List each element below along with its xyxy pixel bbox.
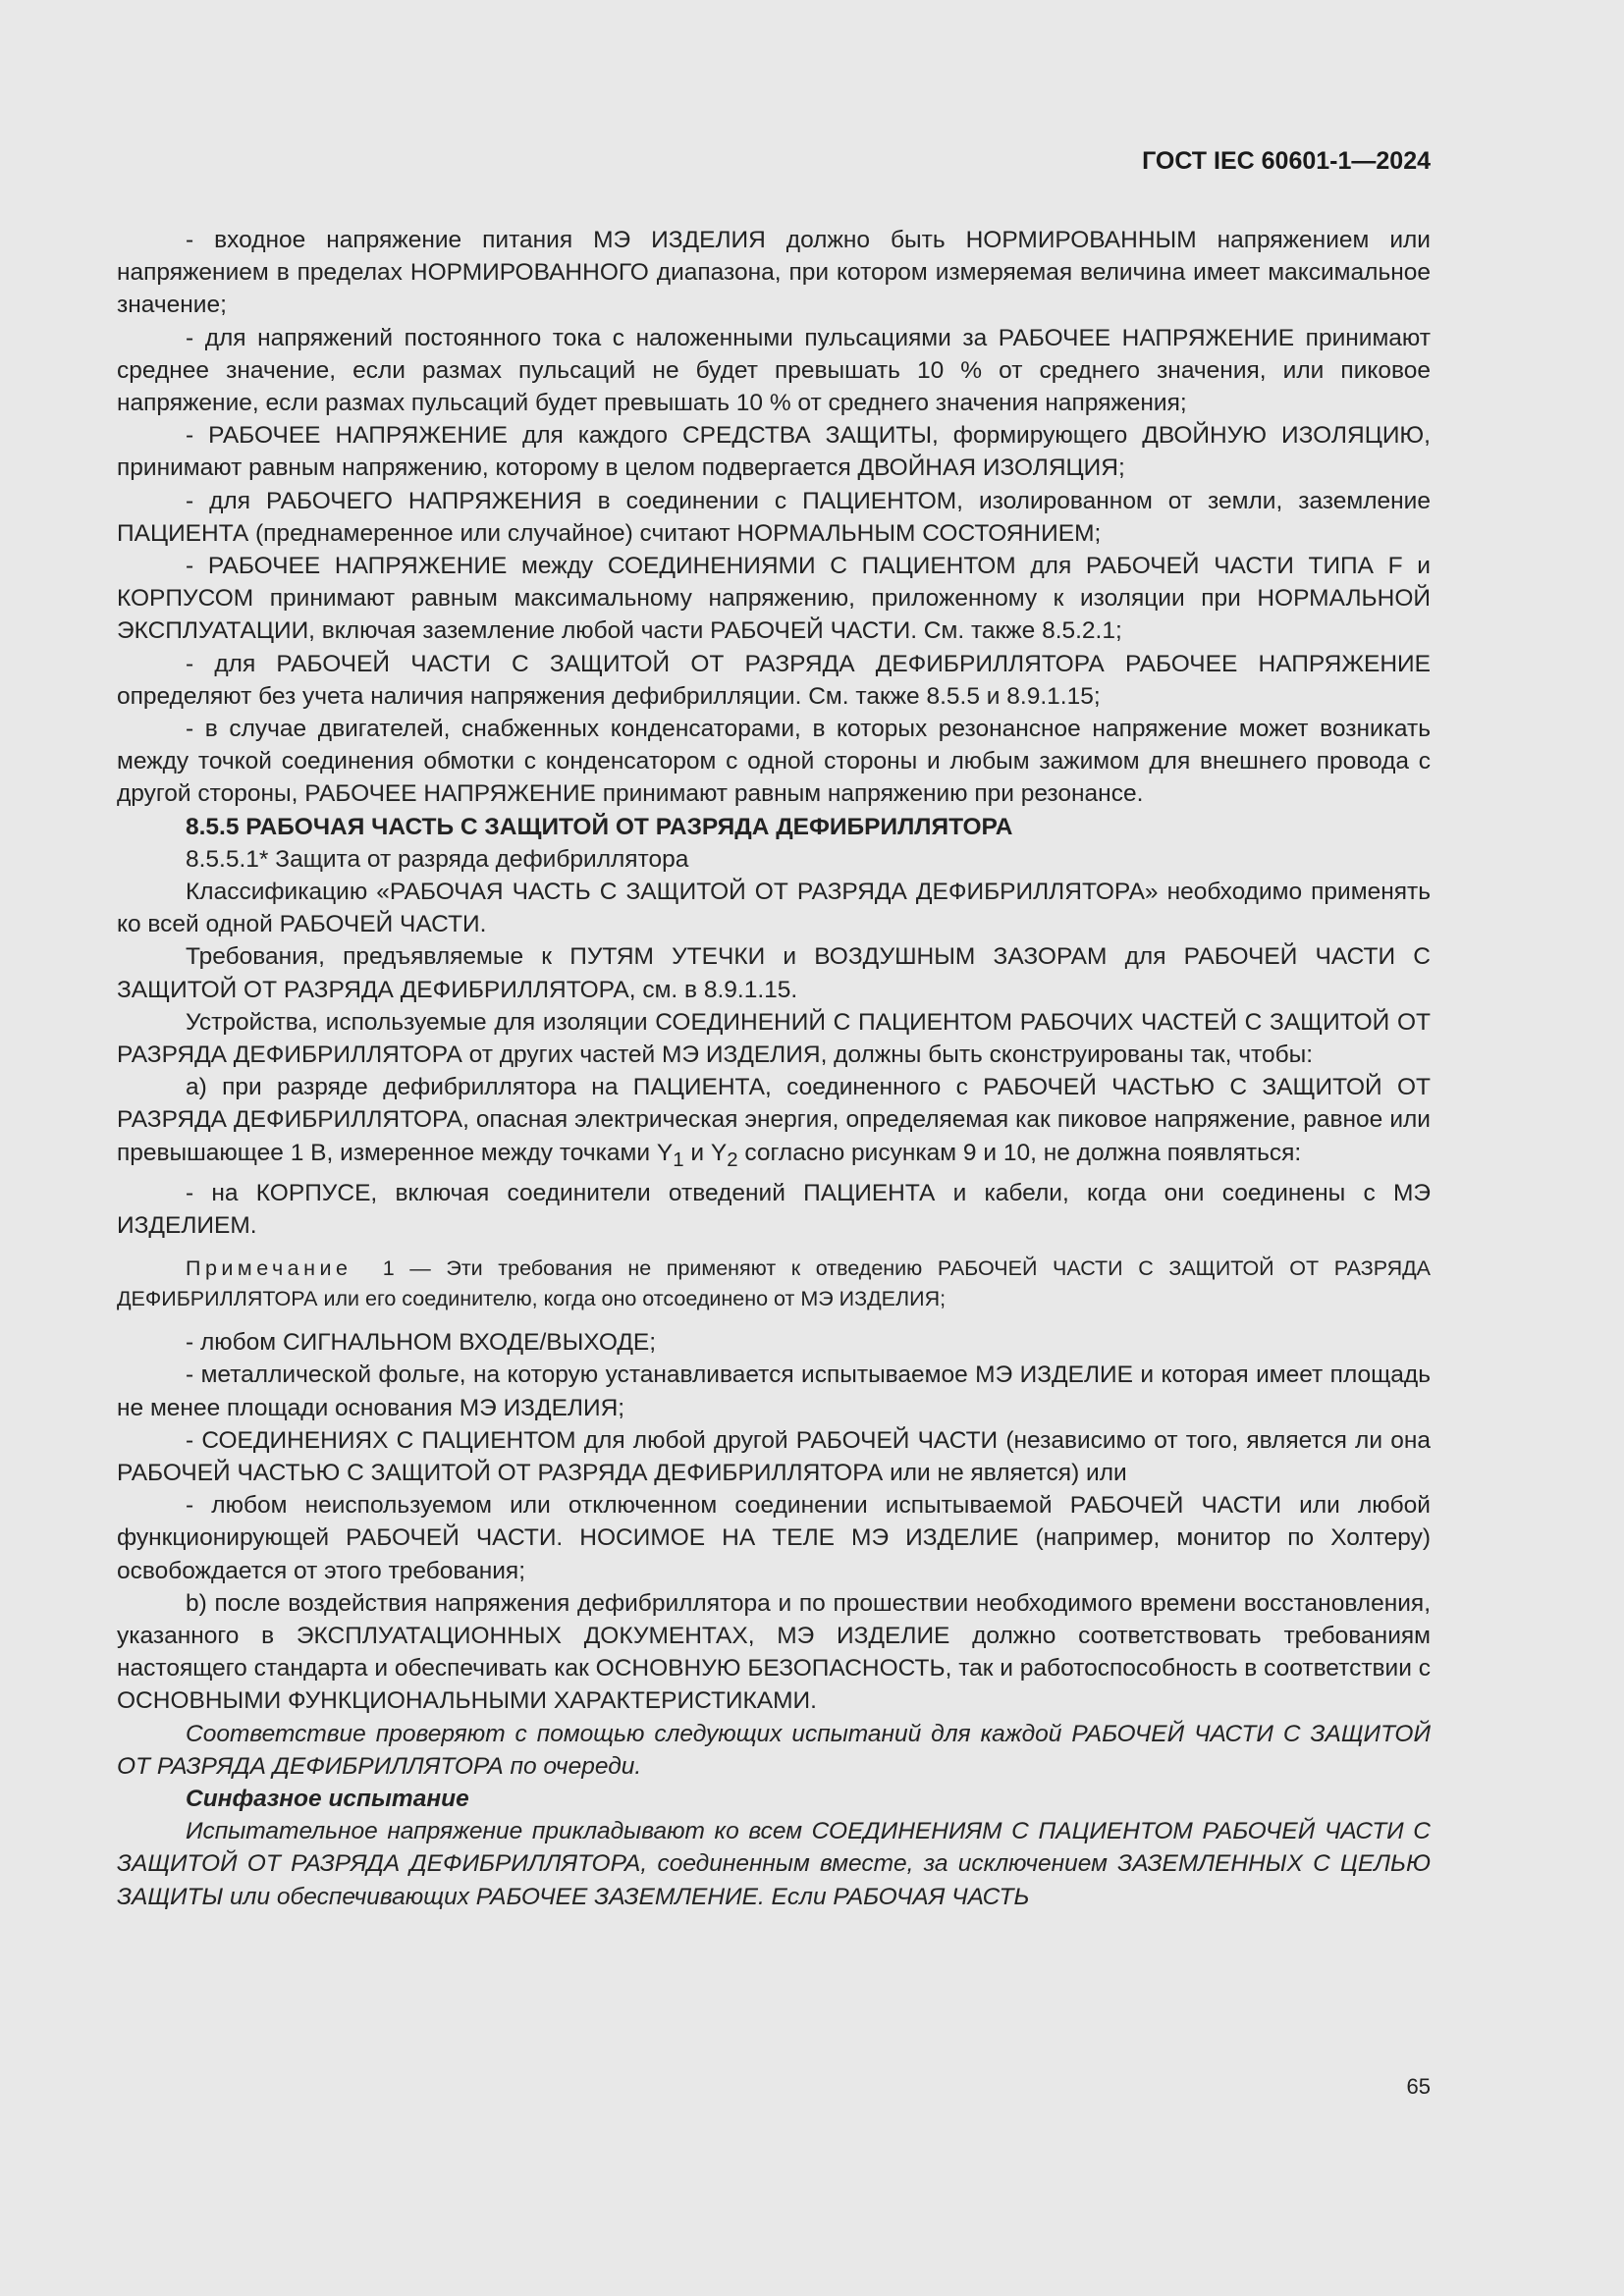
list-item: - металлической фольге, на которую устанавливается испытываемое МЭ ИЗДЕЛИЕ и которая имеет площадь не менее площади основания МЭ ИЗДЕЛИЯ; [117, 1362, 1431, 1421]
paragraph: Устройства, используемые для изоляции СОЕДИНЕНИЙ С ПАЦИЕНТОМ РАБОЧИХ ЧАСТЕЙ С ЗАЩИТОЙ ОТ РАЗРЯДА ДЕФИБРИЛЛЯТОРА от других частей МЭ ИЗДЕЛИЯ, должны быть сконструированы так, чтобы: [117, 1008, 1431, 1069]
paragraph: - входное напряжение питания МЭ ИЗДЕЛИЯ должно быть НОРМИРОВАННЫМ напряжением или напряжением в пределах НОРМИРОВАННОГО диапазона, при котором измеряемая величина имеет максимальное значение; [117, 227, 1431, 319]
paragraph: Требования, предъявляемые к ПУТЯМ УТЕЧКИ и ВОЗДУШНЫМ ЗАЗОРАМ для РАБОЧЕЙ ЧАСТИ С ЗАЩИТОЙ ОТ РАЗРЯДА ДЕФИБРИЛЛЯТОРА, см. в 8.9.1.15. [117, 943, 1431, 1003]
paragraph: - для РАБОЧЕЙ ЧАСТИ С ЗАЩИТОЙ ОТ РАЗРЯДА ДЕФИБРИЛЛЯТОРА РАБОЧЕЕ НАПРЯЖЕНИЕ определяют без учета наличия напряжения дефибрилляции. См. также 8.5.5 и 8.9.1.15; [117, 650, 1431, 710]
note [117, 1254, 1431, 1314]
compliance-text: Соответствие проверяют с помощью следующих испытаний для каждой РАБОЧЕЙ ЧАСТИ С ЗАЩИТОЙ ОТ РАЗРЯДА ДЕФИБРИЛЛЯТОРА по очереди. [117, 1720, 1431, 1780]
item-a-prefix: a) при разряде дефибриллятора на ПАЦИЕНТА, соединенного с РАБОЧЕЙ ЧАСТЬЮ С ЗАЩИТОЙ ОТ РАЗРЯДА ДЕФИБРИЛЛЯТОРА, опасная электрическая энергия, определяемая как пиковое напряжение, равное или превышающее 1 В, измеренное между точками Y [117, 1074, 1431, 1166]
list-item: - любом неиспользуемом или отключенном соединении испытываемой РАБОЧЕЙ ЧАСТИ или любой функционирующей РАБОЧЕЙ ЧАСТИ. НОСИМОЕ НА ТЕЛЕ МЭ ИЗДЕЛИЕ (например, монитор по Холтеру) освобождается от этого требования; [117, 1492, 1431, 1584]
subscript-1: 1 [673, 1148, 684, 1171]
list-item: - любом СИГНАЛЬНОМ ВХОДЕ/ВЫХОДЕ; [186, 1329, 657, 1357]
list-item-b: b) после воздействия напряжения дефибриллятора и по прошествии необходимого времени восстановления, указанного в ЭКСПЛУАТАЦИОННЫХ ДОКУМЕНТАХ, МЭ ИЗДЕЛИЕ должно соответствовать требованиям настоящего стандарта и обеспечивать как ОСНОВНУЮ БЕЗОПАСНОСТЬ, так и работоспособность в соответствии с ОСНОВНЫМИ ФУНКЦИОНАЛЬНЫМИ ХАРАКТЕРИСТИКАМИ. [117, 1589, 1431, 1715]
list-item: - на КОРПУСЕ, включая соединители отведений ПАЦИЕНТА и кабели, когда они соединены с МЭ ИЗДЕЛИЕМ. [117, 1179, 1431, 1239]
document-body [117, 224, 1431, 1913]
paragraph: - в случае двигателей, снабженных конденсаторами, в которых резонансное напряжение может возникать между точкой соединения обмотки с конденсатором с одной стороны и любым зажимом для внешнего провода с другой стороны, РАБОЧЕЕ НАПРЯЖЕНИЕ принимают равным напряжению при резонансе. [117, 716, 1431, 808]
note-label: Примечание [186, 1256, 352, 1281]
list-item-a [117, 1071, 1431, 1177]
list-item: - СОЕДИНЕНИЯХ С ПАЦИЕНТОМ для любой другой РАБОЧЕЙ ЧАСТИ (независимо от того, является ли она РАБОЧЕЙ ЧАСТЬЮ С ЗАЩИТОЙ ОТ РАЗРЯДА ДЕФИБРИЛЛЯТОРА или не является) или [117, 1426, 1431, 1486]
section-heading: 8.5.5 РАБОЧАЯ ЧАСТЬ С ЗАЩИТОЙ ОТ РАЗРЯДА ДЕФИБРИЛЛЯТОРА [186, 813, 1013, 840]
paragraph: - для напряжений постоянного тока с наложенными пульсациями за РАБОЧЕЕ НАПРЯЖЕНИЕ принимают среднее значение, если размах пульсаций не будет превышать 10 % от среднего значения, или пиковое напряжение, если размах пульсаций будет превышать 10 % от среднего значения напряжения; [117, 324, 1431, 417]
note-text: 1 — Эти требования не применяют к отведению РАБОЧЕЙ ЧАСТИ С ЗАЩИТОЙ ОТ РАЗРЯДА ДЕФИБРИЛЛЯТОРА или его соединителю, когда оно отсоединено от МЭ ИЗДЕЛИЯ; [117, 1256, 1431, 1311]
paragraph: Классификацию «РАБОЧАЯ ЧАСТЬ С ЗАЩИТОЙ ОТ РАЗРЯДА ДЕФИБРИЛЛЯТОРА» необходимо применять ко всей одной РАБОЧЕЙ ЧАСТИ. [117, 879, 1431, 938]
paragraph: - для РАБОЧЕГО НАПРЯЖЕНИЯ в соединении с ПАЦИЕНТОМ, изолированном от земли, заземление ПАЦИЕНТА (преднамеренное или случайное) считают НОРМАЛЬНЫМ СОСТОЯНИЕМ; [117, 487, 1431, 547]
test-heading: Синфазное испытание [186, 1786, 469, 1813]
subscript-2: 2 [727, 1148, 738, 1171]
page-number: 65 [1406, 2074, 1431, 2099]
test-text: Испытательное напряжение прикладывают ко всем СОЕДИНЕНИЯМ С ПАЦИЕНТОМ РАБОЧЕЙ ЧАСТИ С ЗАЩИТОЙ ОТ РАЗРЯДА ДЕФИБРИЛЛЯТОРА, соединенным вместе, за исключением ЗАЗЕМЛЕННЫХ С ЦЕЛЬЮ ЗАЩИТЫ или обеспечивающих РАБОЧЕЕ ЗАЗЕМЛЕНИЕ. Если РАБОЧАЯ ЧАСТЬ [117, 1818, 1431, 1910]
paragraph: - РАБОЧЕЕ НАПРЯЖЕНИЕ между СОЕДИНЕНИЯМИ С ПАЦИЕНТОМ для РАБОЧЕЙ ЧАСТИ ТИПА F и КОРПУСОМ принимают равным максимальному напряжению, приложенному к изоляции при НОРМАЛЬНОЙ ЭКСПЛУАТАЦИИ, включая заземление любой части РАБОЧЕЙ ЧАСТИ. См. также 8.5.2.1; [117, 553, 1431, 645]
item-a-mid: и Y [683, 1139, 728, 1166]
item-a-suffix: согласно рисункам 9 и 10, не должна появляться: [737, 1139, 1302, 1166]
document-code-header: ГОСТ IEC 60601-1—2024 [1142, 147, 1431, 175]
paragraph: - РАБОЧЕЕ НАПРЯЖЕНИЕ для каждого СРЕДСТВА ЗАЩИТЫ, формирующего ДВОЙНУЮ ИЗОЛЯЦИЮ, принимают равным напряжению, которому в целом подвергается ДВОЙНАЯ ИЗОЛЯЦИЯ; [117, 422, 1431, 482]
subsection-heading: 8.5.5.1* Защита от разряда дефибриллятора [186, 845, 689, 873]
